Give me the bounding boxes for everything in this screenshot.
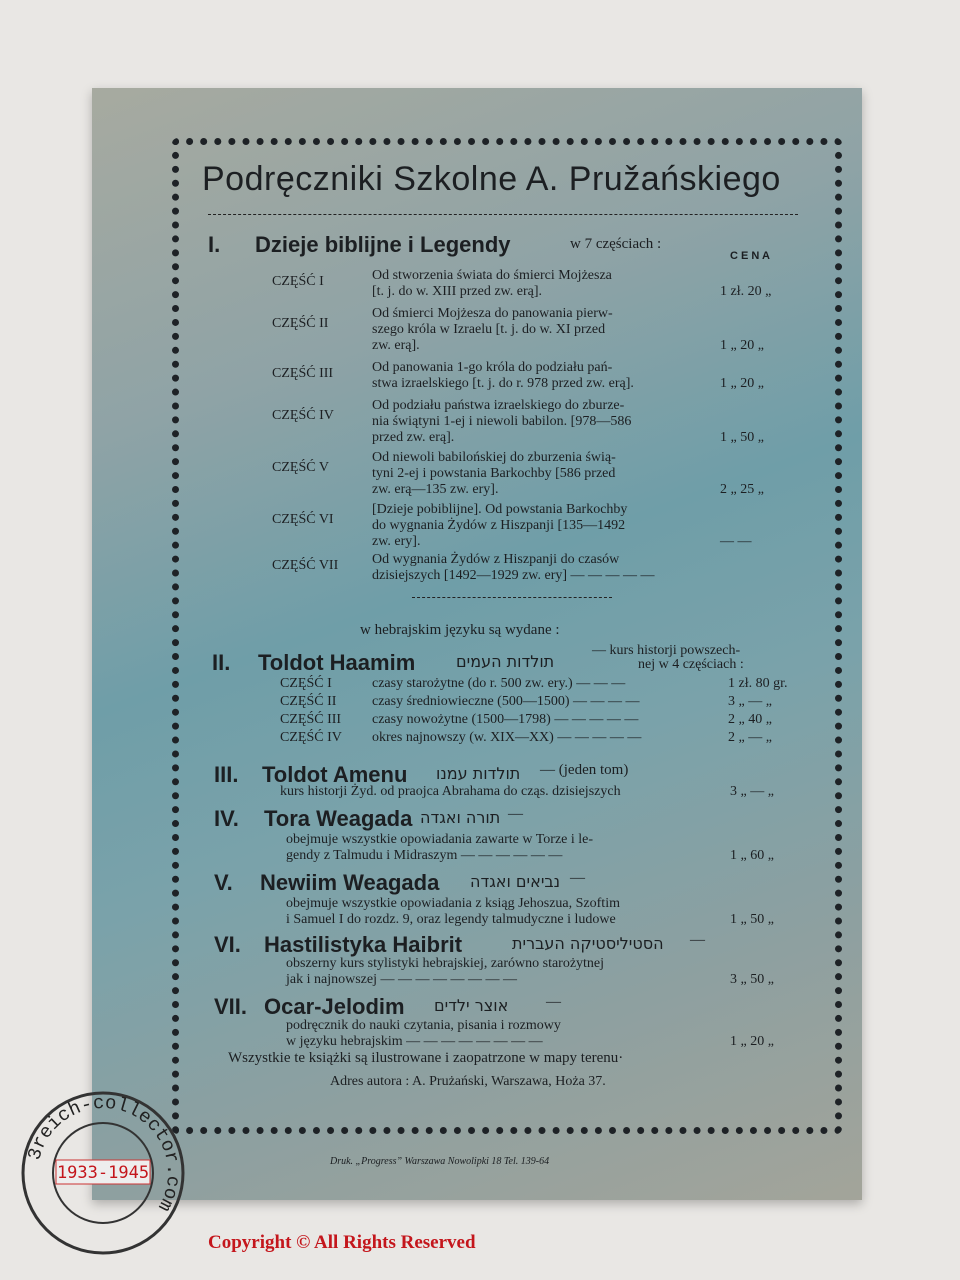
section-tail: — kurs historji powszech- bbox=[592, 643, 741, 658]
section-tail: — bbox=[570, 870, 585, 886]
part-label: CZĘŚĆ IV bbox=[272, 408, 334, 423]
section-tail: — bbox=[508, 806, 523, 822]
section-number: II. bbox=[212, 650, 231, 675]
section-heading: Toldot Amenu bbox=[262, 762, 408, 787]
section-number: VII. bbox=[214, 994, 248, 1019]
divider bbox=[412, 597, 612, 598]
section-number: V. bbox=[214, 870, 233, 895]
part-label: CZĘŚĆ IV bbox=[280, 730, 342, 745]
section-number: VI. bbox=[214, 932, 241, 957]
price: 3 „ — „ bbox=[728, 694, 772, 709]
section-heading: Hastilistyka Haibrit bbox=[264, 932, 463, 957]
section-tail: — (jeden tom) bbox=[540, 762, 629, 778]
section-desc: kurs historji Żyd. od praojca Abrahama do cząs. dzisiejszych bbox=[280, 784, 621, 799]
section-desc: obejmuje wszystkie opowiadania z ksiąg Jehoszua, Szoftim bbox=[286, 896, 620, 911]
section-heading: Toldot Haamim bbox=[258, 650, 416, 675]
price-header: C E N A bbox=[730, 250, 770, 262]
part-description: Od podziału państwa izraelskiego do zburze- bbox=[372, 398, 625, 413]
part-description: Od wygnania Żydów z Hiszpanji do czasów bbox=[372, 552, 620, 567]
divider bbox=[208, 214, 798, 215]
section-desc: i Samuel I do rozdz. 9, oraz legendy talmudyczne i ludowe bbox=[286, 912, 616, 927]
part-description: szego króla w Izraelu [t. j. do w. XI przed bbox=[372, 322, 606, 337]
part-description: do wygnania Żydów z Hiszpanji [135—1492 bbox=[372, 518, 626, 533]
stamp-ring-text: 3reich-collector.com bbox=[23, 1091, 185, 1216]
closing-note: Wszystkie te książki są ilustrowane i zaopatrzone w mapy terenu· bbox=[228, 1050, 624, 1066]
part-description: Od niewoli babilońskiej do zburzenia świą- bbox=[372, 450, 616, 465]
part-description: czasy średniowieczne (500—1500) — — — — bbox=[372, 694, 640, 709]
author-address: Adres autora : A. Prużański, Warszawa, Hoża 37. bbox=[330, 1074, 606, 1089]
section-tail: nej w 4 częściach : bbox=[638, 657, 744, 672]
part-label: CZĘŚĆ III bbox=[280, 712, 342, 727]
hebrew-title: תורה ואגדה bbox=[420, 808, 501, 827]
hebrew-title: אוצר ילדים bbox=[434, 996, 509, 1015]
part-label: CZĘŚĆ II bbox=[280, 694, 337, 709]
section-desc: obszerny kurs stylistyki hebrajskiej, zarówno starożytnej bbox=[286, 956, 605, 971]
section-desc: obejmuje wszystkie opowiadania zawarte w Torze i le- bbox=[286, 832, 594, 847]
section-heading: Dzieje biblijne i Legendy bbox=[255, 232, 511, 257]
part-description: [Dzieje pobiblijne]. Od powstania Barkochby bbox=[372, 502, 628, 517]
price: — — bbox=[720, 534, 752, 549]
price: 1 zł. 80 gr. bbox=[728, 676, 788, 691]
price: 1 „ 50 „ bbox=[730, 912, 774, 927]
price: 1 „ 60 „ bbox=[730, 848, 774, 863]
price: 2 „ 40 „ bbox=[728, 712, 772, 727]
section-number: I. bbox=[208, 232, 221, 257]
part-description: [t. j. do w. XIII przed zw. erą]. bbox=[372, 284, 542, 299]
collector-stamp bbox=[18, 1088, 188, 1258]
printer-imprint: Druk. „Progress” Warszawa Nowolipki 18 Tel. 139-64 bbox=[330, 1156, 550, 1167]
part-description: tyni 2-ej i powstania Barkochby [586 przed bbox=[372, 466, 616, 481]
section-tail: w 7 częściach : bbox=[570, 236, 662, 252]
section-tail: — bbox=[546, 994, 561, 1010]
part-description: czasy starożytne (do r. 500 zw. ery.) — — — bbox=[372, 676, 626, 691]
price: 1 zł. 20 „ bbox=[720, 284, 772, 299]
part-label: CZĘŚĆ I bbox=[272, 274, 324, 289]
part-description: Od śmierci Mojżesza do panowania pierw- bbox=[372, 306, 613, 321]
section-heading: Newiim Weagada bbox=[260, 870, 440, 895]
section-number: III. bbox=[214, 762, 239, 787]
part-description: zw. erą]. bbox=[372, 338, 420, 353]
part-description: nia świątyni 1-ej i niewoli babilon. [978—586 bbox=[372, 414, 632, 429]
part-description: okres najnowszy (w. XIX—XX) — — — — — bbox=[372, 730, 642, 745]
price: 1 „ 50 „ bbox=[720, 430, 764, 445]
part-description: przed zw. erą]. bbox=[372, 430, 455, 445]
part-description: zw. erą—135 zw. ery]. bbox=[372, 482, 499, 497]
part-label: CZĘŚĆ I bbox=[280, 676, 332, 691]
hebrew-intro: w hebrajskim języku są wydane : bbox=[360, 622, 560, 638]
section-number: IV. bbox=[214, 806, 239, 831]
stamp-years: 1933-1945 bbox=[56, 1163, 150, 1183]
price: 3 „ — „ bbox=[730, 784, 774, 799]
part-label: CZĘŚĆ II bbox=[272, 316, 329, 331]
section-heading: Tora Weagada bbox=[264, 806, 413, 831]
section-desc: podręcznik do nauki czytania, pisania i rozmowy bbox=[286, 1018, 561, 1033]
price: 2 „ 25 „ bbox=[720, 482, 764, 497]
hebrew-title: תולדות העמים bbox=[456, 652, 555, 671]
part-label: CZĘŚĆ V bbox=[272, 460, 329, 475]
section-tail: — bbox=[690, 932, 705, 948]
part-description: dzisiejszych [1492—1929 zw. ery] — — — — — bbox=[372, 568, 655, 583]
section-desc: w języku hebrajskim — — — — — — — — bbox=[286, 1034, 543, 1049]
part-description: zw. ery]. bbox=[372, 534, 421, 549]
page-title: Podręczniki Szkolne A. Pružańskie͏go bbox=[202, 160, 781, 198]
part-label: CZĘŚĆ III bbox=[272, 366, 334, 381]
section-heading: Ocar-Jelodim bbox=[264, 994, 405, 1019]
part-description: stwa izraelskiego [t. j. do r. 978 przed zw. erą]. bbox=[372, 376, 634, 391]
hebrew-title: תולדות עמנו bbox=[436, 764, 521, 783]
part-description: Od stworzenia świata do śmierci Mojżesza bbox=[372, 268, 612, 283]
part-label: CZĘŚĆ VII bbox=[272, 558, 339, 573]
price: 1 „ 20 „ bbox=[730, 1034, 774, 1049]
price: 1 „ 20 „ bbox=[720, 376, 764, 391]
part-label: CZĘŚĆ VI bbox=[272, 512, 334, 527]
part-description: czasy nowożytne (1500—1798) — — — — — bbox=[372, 712, 639, 727]
section-desc: gendy z Talmudu i Midraszym — — — — — — bbox=[286, 848, 563, 863]
copyright-notice: Copyright © All Rights Reserved bbox=[208, 1232, 476, 1253]
part-description: Od panowania 1-go króla do podziału pań- bbox=[372, 360, 613, 375]
section-desc: jak i najnowszej — — — — — — — — bbox=[286, 972, 517, 987]
hebrew-title: נביאים ואגדה bbox=[470, 872, 561, 891]
price: 2 „ — „ bbox=[728, 730, 772, 745]
price: 1 „ 20 „ bbox=[720, 338, 764, 353]
price: 3 „ 50 „ bbox=[730, 972, 774, 987]
hebrew-title: הסטיליסטיקה העברית bbox=[512, 934, 664, 953]
